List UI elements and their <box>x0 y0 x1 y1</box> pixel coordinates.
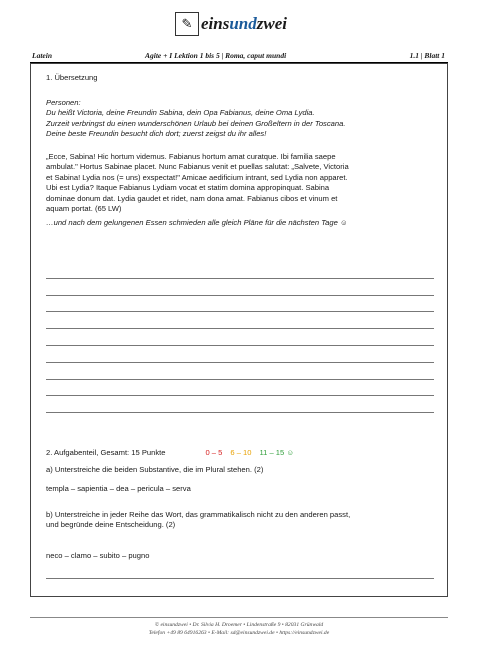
latin-line: „Ecce, Sabina! Hic hortum videmus. Fabianus hortum amat curatque. Ibi familia saepe <box>46 152 336 161</box>
answer-line-b[interactable] <box>46 578 434 579</box>
writing-line[interactable] <box>46 380 434 397</box>
task2-title: 2. Aufgabenteil, Gesamt: 15 Punkte <box>46 448 166 457</box>
persons-block <box>46 98 436 140</box>
latin-line: Ubi est Lydia? Itaque Fabianus Lydiam vocat et statim domina appropinquat. Sabina <box>46 183 330 193</box>
latin-line: aquam portat. (65 LW) <box>46 204 122 214</box>
writing-line[interactable] <box>46 329 434 346</box>
footer-contact: Telefon +49 89 64916263 • E-Mail: sd@einsundzwei.de • https://einsundzwei.de <box>148 630 330 636</box>
latin-line: et Sabina! Lydia nos (= uns) exspectat!" Amicae aedificium intrant, sed Lydia non apparet. <box>46 172 348 182</box>
footer <box>30 617 448 637</box>
persons-label: Personen: <box>46 98 81 107</box>
translation-writing-area[interactable] <box>46 262 434 413</box>
continuation-text: …und nach dem gelungenen Essen schmieden alle gleich Pläne für die nächsten Tage ☺ <box>46 218 348 227</box>
writing-line[interactable] <box>46 363 434 380</box>
logo-mark-icon: ✎ <box>175 12 199 36</box>
rating-orange: 6 – 10 <box>230 448 252 457</box>
rating-green: 11 – 15 ☺ <box>259 448 295 457</box>
writing-line[interactable] <box>46 346 434 363</box>
writing-line[interactable] <box>46 396 434 413</box>
question-b <box>46 510 436 531</box>
writing-line[interactable] <box>46 296 434 313</box>
subject-label: Latein <box>32 51 52 60</box>
question-b-line: b) Unterstreiche in jeder Reihe das Wort, das grammatikalisch nicht zu den anderen passt, <box>46 510 351 519</box>
footer-address: © einsundzwei • Dr. Silvia H. Droemer • Lindenstraße 9 • 82031 Grünwald <box>154 622 324 628</box>
rating-red: 0 – 5 <box>205 448 223 457</box>
task2-title-row <box>46 448 436 458</box>
writing-line[interactable] <box>46 262 434 279</box>
logo <box>175 8 305 40</box>
persons-line: Deine beste Freundin besucht dich dort; zuerst zeigst du ihr alles! <box>46 129 267 139</box>
latin-text <box>46 152 436 214</box>
question-b-line: und begründe deine Entscheidung. (2) <box>46 520 176 530</box>
question-a: a) Unterstreiche die beiden Substantive, die im Plural stehen. (2) <box>46 465 264 474</box>
logo-mid: und <box>229 14 257 33</box>
worksheet-header <box>30 48 448 63</box>
latin-line: dominae donum dat. Lydia gaudet et ridet, nam dona amat. Fabianus cibos et vinum et <box>46 193 338 203</box>
persons-line: Zurzeit verbringst du einen wunderschönen Urlaub bei deinen Großeltern in der Toscana. <box>46 118 346 128</box>
word-list-b: neco – clamo – subito – pugno <box>46 551 150 560</box>
writing-line[interactable] <box>46 312 434 329</box>
logo-prefix: eins <box>201 14 230 33</box>
latin-line: ambulat." Hortus Sabinae placet. Nunc Fabianus venit et puellas salutat: „Salvete, Victoria <box>46 162 349 172</box>
task1-title: 1. Übersetzung <box>46 73 98 82</box>
logo-suffix: zwei <box>256 14 287 33</box>
writing-line[interactable] <box>46 279 434 296</box>
word-list-a: templa – sapientia – dea – pericula – serva <box>46 484 191 493</box>
logo-text <box>201 14 287 34</box>
sheet-label: 1.1 | Blatt 1 <box>409 51 445 60</box>
lesson-label: Agite + I Lektion 1 bis 5 | Roma, caput mundi <box>145 51 287 60</box>
persons-line: Du heißt Victoria, deine Freundin Sabina, dein Opa Fabianus, deine Oma Lydia. <box>46 108 315 118</box>
